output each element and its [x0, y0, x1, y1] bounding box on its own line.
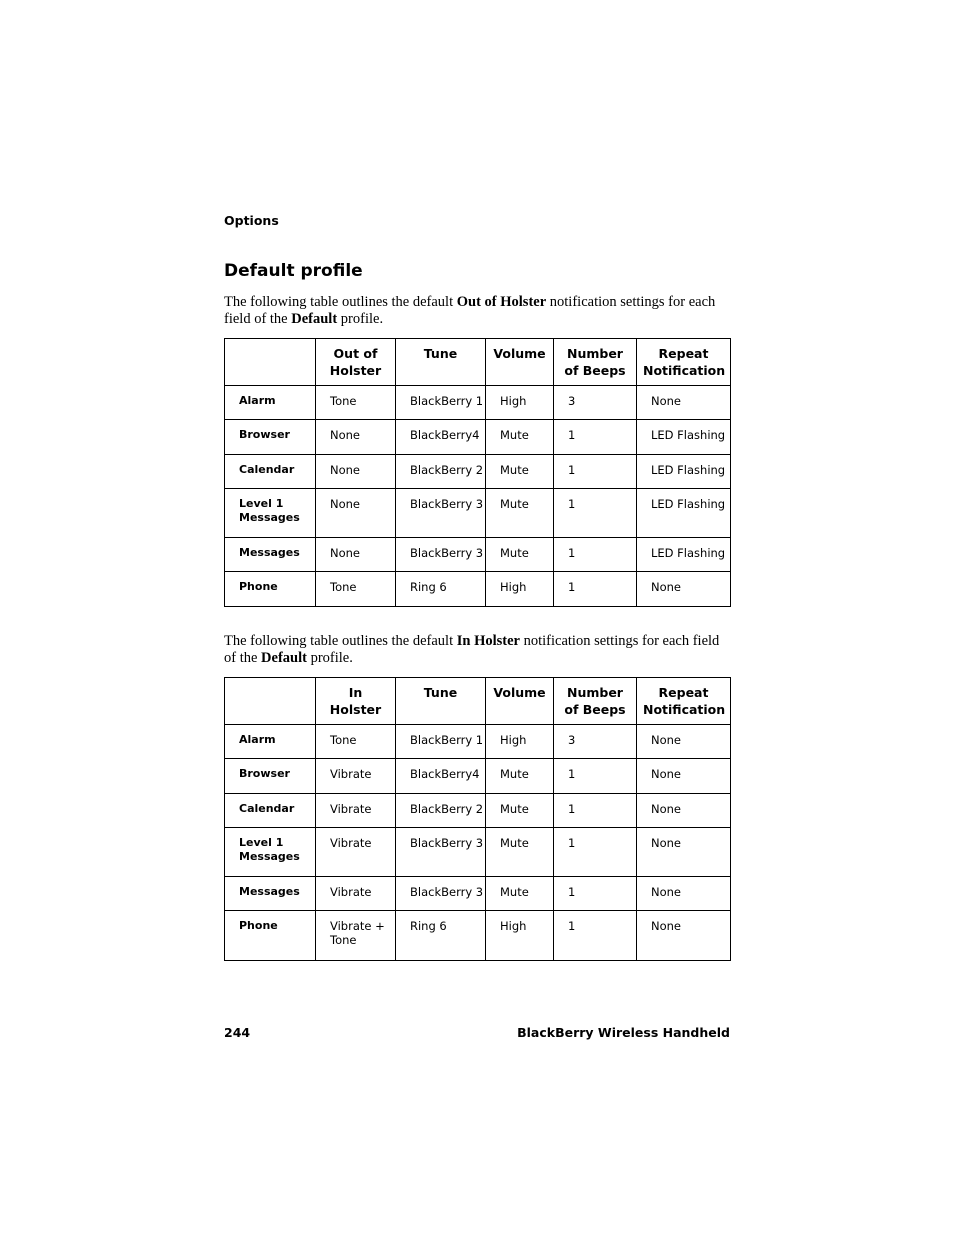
table-cell: BlackBerry 2: [396, 455, 486, 489]
row-label: Browser: [225, 759, 316, 794]
row-label: Level 1 Messages: [225, 489, 316, 538]
text: profile.: [306, 650, 353, 666]
table-row: [225, 420, 731, 455]
table-cell: None: [637, 572, 731, 607]
bold-term: Default: [261, 650, 307, 666]
table-cell: Tone: [316, 386, 396, 420]
column-header: Out of Holster: [316, 339, 396, 386]
table-cell: 1: [554, 572, 637, 607]
table-cell: BlackBerry4: [396, 420, 486, 455]
table-cell: LED Flashing: [637, 420, 731, 455]
table-cell: Mute: [486, 489, 554, 538]
page-title: Default profile: [224, 261, 363, 281]
bold-term: In Holster: [456, 633, 520, 649]
table-cell: 1: [554, 877, 637, 911]
row-label: Messages: [225, 877, 316, 911]
table-row: [225, 725, 731, 759]
table-cell: BlackBerry 3: [396, 538, 486, 572]
row-label: Calendar: [225, 794, 316, 828]
out-of-holster-table: [224, 338, 731, 607]
row-label: Phone: [225, 911, 316, 961]
row-label: Calendar: [225, 455, 316, 489]
column-header: Volume: [486, 678, 554, 725]
table-cell: Mute: [486, 828, 554, 877]
table-row: [225, 489, 731, 538]
table-cell: 1: [554, 911, 637, 961]
column-header: Repeat Notification: [637, 339, 731, 386]
table-cell: None: [637, 911, 731, 961]
table-cell: Ring 6: [396, 911, 486, 961]
table-row: [225, 538, 731, 572]
table-row: [225, 572, 731, 607]
text: The following table outlines the default: [224, 294, 457, 310]
table-cell: High: [486, 911, 554, 961]
intro-paragraph-in-holster: [224, 633, 734, 667]
table-cell: 1: [554, 538, 637, 572]
table-cell: LED Flashing: [637, 455, 731, 489]
in-holster-table: [224, 677, 731, 961]
row-label: Messages: [225, 538, 316, 572]
table-cell: None: [637, 725, 731, 759]
column-header: In Holster: [316, 678, 396, 725]
table-row: [225, 877, 731, 911]
table-row: [225, 386, 731, 420]
row-label: Phone: [225, 572, 316, 607]
table-cell: High: [486, 572, 554, 607]
table-cell: None: [316, 538, 396, 572]
footer-book-title: BlackBerry Wireless Handheld: [517, 1025, 730, 1040]
table-cell: BlackBerry4: [396, 759, 486, 794]
column-header: Volume: [486, 339, 554, 386]
table-row: [225, 794, 731, 828]
table-cell: None: [637, 794, 731, 828]
table-cell: Vibrate: [316, 794, 396, 828]
table-cell: Ring 6: [396, 572, 486, 607]
table-cell: 1: [554, 828, 637, 877]
table-cell: None: [637, 828, 731, 877]
page-number: 244: [224, 1025, 251, 1040]
row-label: Browser: [225, 420, 316, 455]
table-cell: BlackBerry 3: [396, 828, 486, 877]
text: The following table outlines the default: [224, 633, 457, 649]
column-header: [225, 678, 316, 725]
table-cell: BlackBerry 3: [396, 489, 486, 538]
table-cell: 3: [554, 725, 637, 759]
table-cell: High: [486, 386, 554, 420]
column-header: Number of Beeps: [554, 678, 637, 725]
table-cell: 3: [554, 386, 637, 420]
table-cell: None: [316, 420, 396, 455]
table-cell: BlackBerry 1: [396, 386, 486, 420]
row-label: Alarm: [225, 725, 316, 759]
table-cell: 1: [554, 489, 637, 538]
table-cell: LED Flashing: [637, 538, 731, 572]
row-label: Alarm: [225, 386, 316, 420]
header-row: [225, 339, 731, 386]
table-cell: BlackBerry 3: [396, 877, 486, 911]
table-cell: None: [637, 759, 731, 794]
column-header: Tune: [396, 678, 486, 725]
table-cell: BlackBerry 2: [396, 794, 486, 828]
column-header: Number of Beeps: [554, 339, 637, 386]
table-cell: Mute: [486, 455, 554, 489]
header-row: [225, 678, 731, 725]
bold-term: Default: [291, 311, 338, 327]
table-cell: Tone: [316, 725, 396, 759]
table-row: [225, 455, 731, 489]
text: notification settings for each field of the: [224, 633, 720, 666]
table-cell: Vibrate: [316, 828, 396, 877]
table-cell: 1: [554, 455, 637, 489]
table-cell: 1: [554, 420, 637, 455]
table-cell: Mute: [486, 538, 554, 572]
column-header: Repeat Notification: [637, 678, 731, 725]
table-cell: Vibrate + Tone: [316, 911, 396, 961]
table-row: [225, 828, 731, 877]
intro-paragraph-out-of-holster: [224, 294, 734, 328]
table-cell: Mute: [486, 877, 554, 911]
table-cell: 1: [554, 759, 637, 794]
column-header: Tune: [396, 339, 486, 386]
table-cell: Vibrate: [316, 759, 396, 794]
table-cell: High: [486, 725, 554, 759]
table-cell: None: [637, 386, 731, 420]
table-cell: Tone: [316, 572, 396, 607]
table-cell: None: [637, 877, 731, 911]
table-cell: Mute: [486, 794, 554, 828]
table-cell: None: [316, 489, 396, 538]
table-cell: Mute: [486, 759, 554, 794]
table-cell: LED Flashing: [637, 489, 731, 538]
table-cell: BlackBerry 1: [396, 725, 486, 759]
text: profile.: [337, 311, 384, 327]
table-cell: Mute: [486, 420, 554, 455]
row-label: Level 1 Messages: [225, 828, 316, 877]
column-header: [225, 339, 316, 386]
table-cell: Vibrate: [316, 877, 396, 911]
table-cell: None: [316, 455, 396, 489]
table-cell: 1: [554, 794, 637, 828]
table-row: [225, 759, 731, 794]
table-row: [225, 911, 731, 961]
section-header: Options: [224, 213, 279, 228]
text: notification settings for each field of the: [224, 294, 716, 327]
bold-term: Out of Holster: [456, 294, 547, 310]
